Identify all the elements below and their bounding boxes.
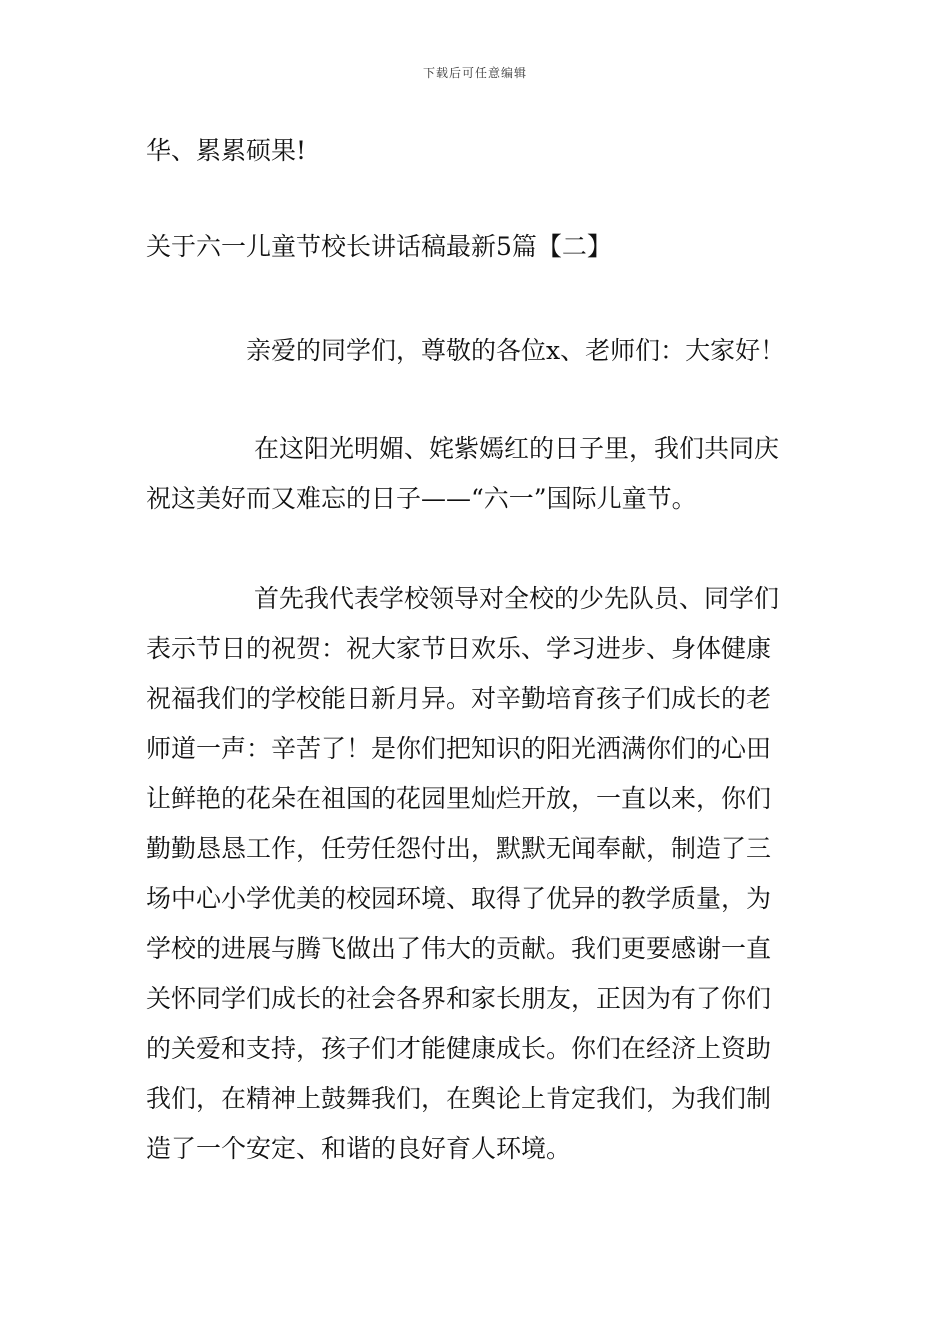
paragraph-line: 在这阳光明媚、姹紫嫣红的日子里，我们共同庆	[254, 434, 780, 463]
paragraph-line: 造了一个安定、和谐的良好育人环境。	[146, 1134, 572, 1163]
greeting: 亲爱的同学们，尊敬的各位x、老师们：大家好！	[246, 336, 786, 365]
paragraph-line: 场中心小学优美的校园环境、取得了优异的教学质量，为	[146, 884, 772, 913]
paragraph-2	[146, 574, 808, 1174]
paragraph-line: 祝这美好而又难忘的日子——“六一”国际儿童节。	[146, 484, 697, 513]
section-title: 关于六一儿童节校长讲话稿最新5篇【二】	[146, 232, 612, 261]
paragraph-line: 的关爱和支持，孩子们才能健康成长。你们在经济上资助	[146, 1034, 772, 1063]
paragraph-line: 我们，在精神上鼓舞我们，在舆论上肯定我们，为我们制	[146, 1084, 772, 1113]
paragraph-line: 让鲜艳的花朵在祖国的花园里灿烂开放，一直以来，你们	[146, 784, 772, 813]
closing-line: 华、累累硕果!	[146, 136, 307, 165]
paragraph-1	[146, 424, 808, 524]
paragraph-line: 关怀同学们成长的社会各界和家长朋友，正因为有了你们	[146, 984, 772, 1013]
paragraph-line: 学校的进展与腾飞做出了伟大的贡献。我们更要感谢一直	[146, 934, 772, 963]
paragraph-line: 表示节日的祝贺：祝大家节日欢乐、学习进步、身体健康	[146, 634, 772, 663]
paragraph-line: 师道一声：辛苦了！是你们把知识的阳光洒满你们的心田	[146, 734, 772, 763]
paragraph-line: 勤勤恳恳工作，任劳任怨付出，默默无闻奉献，制造了三	[146, 834, 772, 863]
paragraph-line: 祝福我们的学校能日新月异。对辛勤培育孩子们成长的老	[146, 684, 772, 713]
header-note: 下载后可任意编辑	[422, 66, 527, 80]
paragraph-line: 首先我代表学校领导对全校的少先队员、同学们	[254, 584, 780, 613]
